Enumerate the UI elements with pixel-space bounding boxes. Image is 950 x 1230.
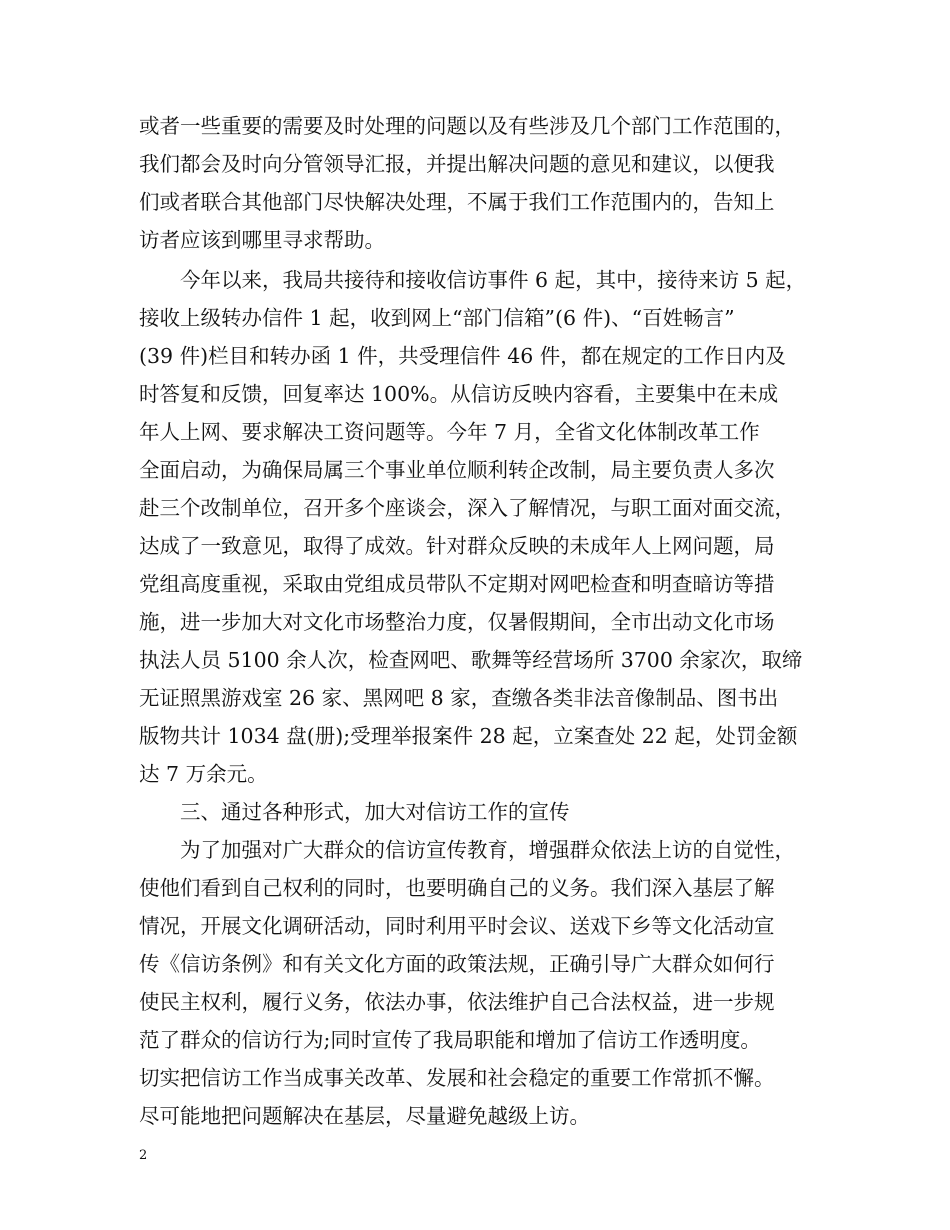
text-line: 情况，开展文化调研活动，同时利用平时会议、送戏下乡等文化活动宣 xyxy=(139,914,775,938)
text-line: 接收上级转办信件 1 起，收到网上“部门信箱”(6 件)、“百姓畅言” xyxy=(139,306,735,330)
page-number: 2 xyxy=(139,1148,148,1163)
text-line: 党组高度重视，采取由党组成员带队不定期对网吧检查和明查暗访等措 xyxy=(139,572,775,596)
text-line: 施，进一步加大对文化市场整治力度，仅暑假期间，全市出动文化市场 xyxy=(139,610,775,634)
text-line: 我们都会及时向分管领导汇报，并提出解决问题的意见和建议，以便我 xyxy=(139,152,775,176)
text-line: 执法人员 5100 余人次，检查网吧、歌舞等经营场所 3700 余家次，取缔 xyxy=(139,648,803,672)
text-line: 达成了一致意见，取得了成效。针对群众反映的未成年人上网问题，局 xyxy=(139,534,775,558)
paragraph-first-line: 今年以来，我局共接待和接收信访事件 6 起，其中，接待来访 5 起， xyxy=(180,268,807,292)
text-line: 尽可能地把问题解决在基层，尽量避免越级上访。 xyxy=(139,1104,590,1128)
text-line: 版物共计 1034 盘(册);受理举报案件 28 起，立案查处 22 起，处罚金额 xyxy=(139,724,798,748)
text-line: 达 7 万余元。 xyxy=(139,762,268,786)
text-line: 们或者联合其他部门尽快解决处理，不属于我们工作范围内的，告知上 xyxy=(139,190,775,214)
text-line: 赴三个改制单位，召开多个座谈会，深入了解情况，与职工面对面交流， xyxy=(139,496,795,520)
section-heading: 三、通过各种形式，加大对信访工作的宣传 xyxy=(180,800,570,824)
text-line: 年人上网、要求解决工资问题等。今年 7 月，全省文化体制改革工作 xyxy=(139,420,760,444)
text-line: 范了群众的信访行为;同时宣传了我局职能和增加了信访工作透明度。 xyxy=(139,1028,761,1052)
text-line: 使他们看到自己权利的同时，也要明确自己的义务。我们深入基层了解 xyxy=(139,876,775,900)
text-line: 使民主权利，履行义务，依法办事，依法维护自己合法权益，进一步规 xyxy=(139,990,775,1014)
text-line: 时答复和反馈，回复率达 100%。从信访反映内容看，主要集中在未成 xyxy=(139,382,779,406)
paragraph-first-line: 为了加强对广大群众的信访宣传教育，增强群众依法上访的自觉性， xyxy=(180,838,795,862)
text-line: (39 件)栏目和转办函 1 件，共受理信件 46 件，都在规定的工作日内及 xyxy=(139,344,786,368)
text-line: 全面启动，为确保局属三个事业单位顺利转企改制，局主要负责人多次 xyxy=(139,458,775,482)
text-line: 切实把信访工作当成事关改革、发展和社会稳定的重要工作常抓不懈。 xyxy=(139,1066,775,1090)
text-line: 无证照黑游戏室 26 家、黑网吧 8 家，查缴各类非法音像制品、图书出 xyxy=(139,686,779,710)
text-line: 访者应该到哪里寻求帮助。 xyxy=(139,228,385,252)
text-line: 传《信访条例》和有关文化方面的政策法规，正确引导广大群众如何行 xyxy=(139,952,775,976)
text-line: 或者一些重要的需要及时处理的问题以及有些涉及几个部门工作范围的， xyxy=(139,114,795,138)
